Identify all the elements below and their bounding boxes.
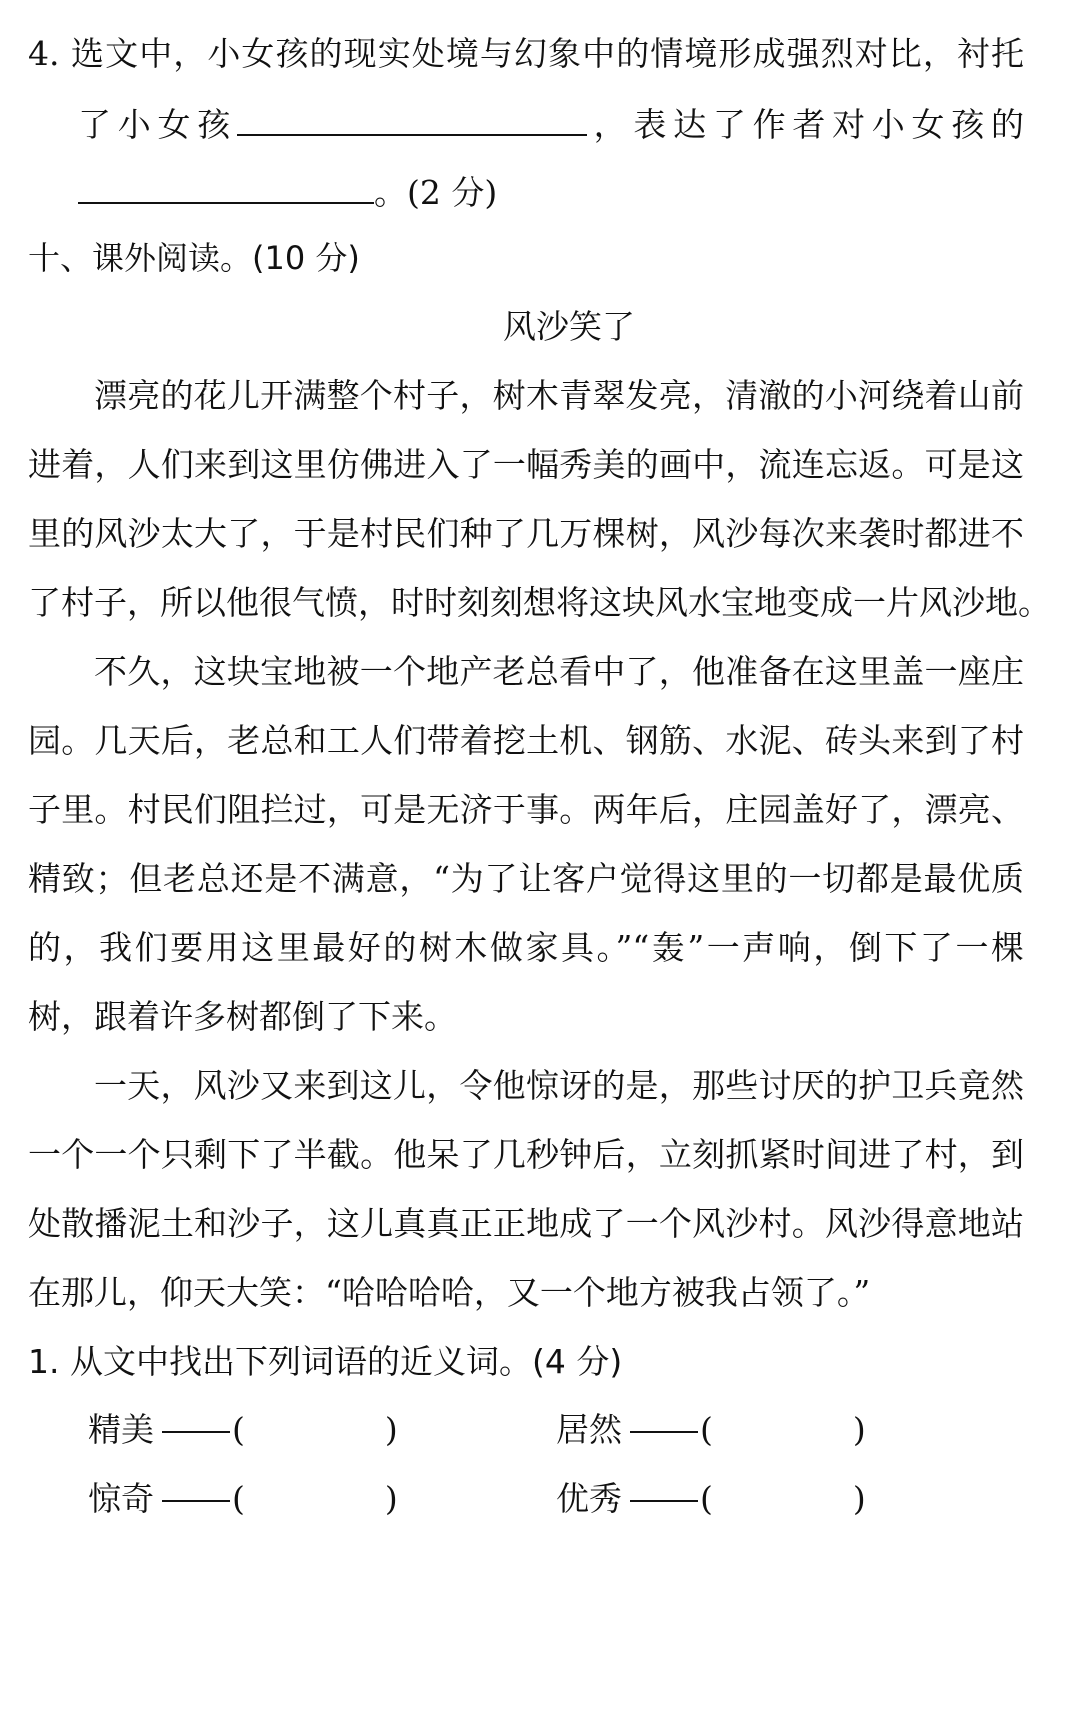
q4-line-1: 4. 选文中，小女孩的现实处境与幻象中的情境形成强烈对比，衬托 [28,34,1024,73]
q4-answer-blank-1[interactable] [237,100,587,136]
q4-line-3-suffix: 。(2 分) [374,173,498,212]
q4-line-2-suffix: ，表达了作者对小女孩的 [586,105,1025,144]
synonym-word: 居然 [556,1410,622,1449]
story-line-7: 子里。村民们阻拦过，可是无济于事。两年后，庄园盖好了，漂亮、 [28,790,1024,829]
paren-open: ( [232,1479,245,1518]
paren-close: ) [384,1479,398,1518]
story-line-8: 精致；但老总还是不满意，“为了让客户觉得这里的一切都是最优质 [28,859,1024,898]
synonym-word: 优秀 [556,1479,622,1518]
q1-prompt: 1. 从文中找出下列词语的近义词。(4 分) [28,1342,623,1381]
paren-open: ( [700,1479,713,1518]
dash-line [162,1500,230,1502]
synonym-item-3 [88,1477,398,1521]
story-line-2: 进着，人们来到这里仿佛进入了一幅秀美的画中，流连忘返。可是这 [28,445,1024,484]
story-line-5: 不久，这块宝地被一个地产老总看中了，他准备在这里盖一座庄 [94,652,1024,691]
section-10-heading: 十、课外阅读。(10 分) [28,239,360,277]
story-line-14: 在那儿，仰天大笑：“哈哈哈哈，又一个地方被我占领了。” [28,1273,871,1312]
synonym-word: 精美 [88,1410,154,1449]
story-line-13: 处散播泥土和沙子，这儿真真正正地成了一个风沙村。风沙得意地站 [28,1204,1024,1243]
dash-line [162,1431,230,1433]
story-line-1: 漂亮的花儿开满整个村子，树木青翠发亮，清澈的小河绕着山前 [94,376,1024,415]
paren-open: ( [700,1410,713,1449]
synonym-item-2 [556,1408,866,1452]
story-line-3: 里的风沙太大了，于是村民们种了几万棵树，风沙每次来袭时都进不 [28,514,1024,553]
synonym-item-1 [88,1408,398,1452]
paren-open: ( [232,1410,245,1449]
dash-line [630,1500,698,1502]
story-line-6: 园。几天后，老总和工人们带着挖土机、钢筋、水泥、砖头来到了村 [28,721,1024,760]
paren-close: ) [384,1410,398,1449]
story-line-10: 树，跟着许多树都倒了下来。 [28,997,457,1036]
synonym-word: 惊奇 [88,1479,154,1518]
q4-line-2 [78,100,1024,147]
q4-line-3 [78,168,1024,215]
q4-answer-blank-2[interactable] [78,168,374,204]
paren-close: ) [852,1410,866,1449]
synonym-item-4 [556,1477,866,1521]
story-line-4: 了村子，所以他很气愤，时时刻刻想将这块风水宝地变成一片风沙地。 [28,583,1051,622]
dash-line [630,1431,698,1433]
q4-line-2-prefix: 了小女孩 [78,105,237,144]
story-line-9: 的，我们要用这里最好的树木做家具。”“轰”一声响，倒下了一棵 [28,928,1024,967]
story-title: 风沙笑了 [503,307,635,346]
story-line-11: 一天，风沙又来到这儿，令他惊讶的是，那些讨厌的护卫兵竟然 [94,1066,1024,1105]
story-line-12: 一个一个只剩下了半截。他呆了几秒钟后，立刻抓紧时间进了村，到 [28,1135,1024,1174]
paren-close: ) [852,1479,866,1518]
